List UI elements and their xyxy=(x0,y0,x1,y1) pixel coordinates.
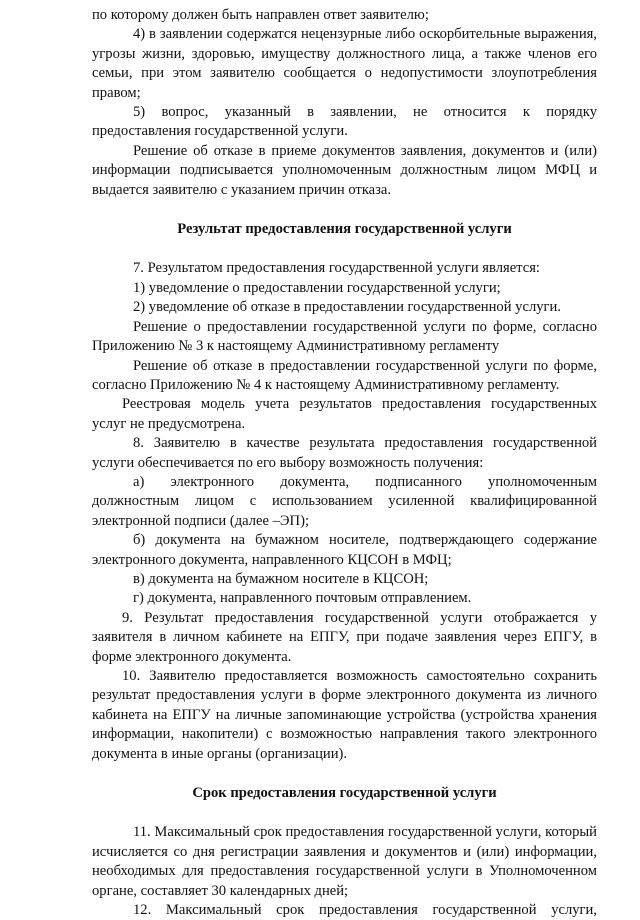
section-heading-term: Срок предоставления государственной услуги xyxy=(192,785,497,802)
paragraph-8-v: в) документа на бумажном носителе в КЦСОН; xyxy=(133,570,429,587)
paragraph-7: 7. Результатом предоставления государственной услуги является: xyxy=(133,260,540,277)
paragraph-8-a: а) электронного документа, подписанного уполномоченным должностным лицом с использованием усиленной квалифицированной электронной подписи (далее –ЭП); xyxy=(92,473,597,529)
paragraph-10: 10. Заявителю предоставляется возможность самостоятельно сохранить результат предоставления услуги в форме электронного документа из личного кабинета на ЕПГУ на личные запоминающие устройства (устройства хранения информации, накопители) с возможностью направления такого электронного документа в иные органы (организации). xyxy=(92,668,597,762)
paragraph-7-2: 2) уведомление об отказе в предоставлении государственной услуги. xyxy=(133,299,561,316)
paragraph-item-5: 5) вопрос, указанный в заявлении, не относится к порядку предоставления государственной услуги. xyxy=(92,104,597,140)
document-page xyxy=(92,0,597,920)
paragraph-continuation: по которому должен быть направлен ответ заявителю; xyxy=(92,7,429,23)
paragraph-refusal-decision: Решение об отказе в приеме документов заявления, документов и (или) информации подписывается уполномоченным должностным лицом МФЦ и выдается заявителю с указанием причин отказа. xyxy=(92,142,597,198)
paragraph-registry-model: Реестровая модель учета результатов предоставления государственных услуг не предусмотрена. xyxy=(92,396,597,432)
section-heading-result: Результат предоставления государственной услуги xyxy=(177,221,512,238)
paragraph-decision-grant: Решение о предоставлении государственной услуги по форме, согласно Приложению № 3 к настоящему Административному регламенту xyxy=(92,318,597,355)
paragraph-8-g: г) документа, направленного почтовым отправлением. xyxy=(133,590,472,607)
paragraph-7-1: 1) уведомление о предоставлении государственной услуги; xyxy=(133,279,501,296)
paragraph-decision-refusal: Решение об отказе в предоставлении государственной услуги по форме, согласно Приложению № 4 к настоящему Административному регламенту. xyxy=(92,357,597,393)
paragraph-item-4: 4) в заявлении содержатся нецензурные либо оскорбительные выражения, угрозы жизни, здоровью, имуществу должностного лица, а также членов его семьи, при этом заявителю сообщается о недопустимости злоупотребления правом; xyxy=(92,26,597,101)
paragraph-11: 11. Максимальный срок предоставления государственной услуги, который исчисляется со дня регистрации заявления и документов и (или) информации, необходимых для предоставления государственной услуги в Уполномоченном органе, составляет 30 календарных дней; xyxy=(92,824,597,899)
paragraph-8: 8. Заявителю в качестве результата предоставления государственной услуги обеспечивается по его выбору возможность получения: xyxy=(92,435,597,471)
paragraph-9: 9. Результат предоставления государственной услуги отображается у заявителя в личном кабинете на ЕПГУ, при подаче заявления через ЕПГУ, в форме электронного документа. xyxy=(92,609,597,665)
paragraph-8-b: б) документа на бумажном носителе, подтверждающего содержание электронного документа, направленного КЦСОН в МФЦ; xyxy=(92,532,597,568)
paragraph-12: 12. Максимальный срок предоставления государственной услуги, xyxy=(133,902,597,919)
